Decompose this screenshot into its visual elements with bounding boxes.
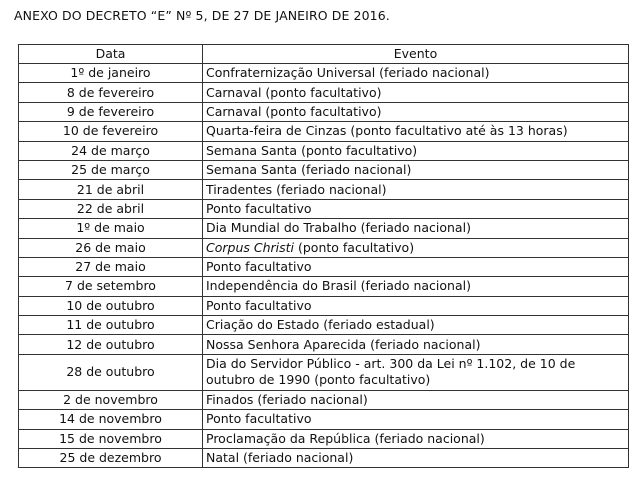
- table-header-row: [19, 45, 629, 64]
- row-date: 10 de outubro: [19, 296, 203, 315]
- table-row: [19, 390, 629, 409]
- row-date: 9 de fevereiro: [19, 102, 203, 121]
- row-event: Independência do Brasil (feriado nacional): [203, 277, 629, 296]
- row-date: 14 de novembro: [19, 410, 203, 429]
- row-date: 22 de abril: [19, 199, 203, 218]
- row-date: 1º de maio: [19, 219, 203, 238]
- row-date: 27 de maio: [19, 257, 203, 276]
- row-event: Dia Mundial do Trabalho (feriado nacional): [203, 219, 629, 238]
- row-event: Proclamação da República (feriado nacional): [203, 429, 629, 448]
- table-row: [19, 316, 629, 335]
- table-row: [19, 354, 629, 390]
- row-event: Nossa Senhora Aparecida (feriado nacional): [203, 335, 629, 354]
- table-row: [19, 410, 629, 429]
- row-event: Semana Santa (feriado nacional): [203, 160, 629, 179]
- row-date: 28 de outubro: [19, 354, 203, 390]
- table-row: [19, 277, 629, 296]
- table-row: [19, 219, 629, 238]
- header-date: Data: [19, 45, 203, 64]
- row-event: Ponto facultativo: [203, 199, 629, 218]
- table-row: [19, 160, 629, 179]
- table-row: [19, 296, 629, 315]
- row-date: 7 de setembro: [19, 277, 203, 296]
- row-event: Natal (feriado nacional): [203, 449, 629, 468]
- row-date: 11 de outubro: [19, 316, 203, 335]
- table-row: [19, 335, 629, 354]
- row-date: 8 de fevereiro: [19, 83, 203, 102]
- table-row: [19, 238, 629, 257]
- row-event: Criação do Estado (feriado estadual): [203, 316, 629, 335]
- header-event: Evento: [203, 45, 629, 64]
- row-event: Confraternização Universal (feriado nacional): [203, 64, 629, 83]
- row-date: 25 de março: [19, 160, 203, 179]
- row-date: 10 de fevereiro: [19, 122, 203, 141]
- table-row: [19, 83, 629, 102]
- row-event: Ponto facultativo: [203, 410, 629, 429]
- table-row: [19, 257, 629, 276]
- table-row: [19, 141, 629, 160]
- row-event: Carnaval (ponto facultativo): [203, 83, 629, 102]
- row-date: 1º de janeiro: [19, 64, 203, 83]
- table-row: [19, 102, 629, 121]
- row-date: 24 de março: [19, 141, 203, 160]
- row-date: 25 de dezembro: [19, 449, 203, 468]
- table-row: [19, 199, 629, 218]
- row-event: Ponto facultativo: [203, 257, 629, 276]
- table-row: [19, 429, 629, 448]
- row-date: 2 de novembro: [19, 390, 203, 409]
- row-event-rest: (ponto facultativo): [294, 239, 415, 255]
- row-date: 21 de abril: [19, 180, 203, 199]
- row-event: Carnaval (ponto facultativo): [203, 102, 629, 121]
- table-row: [19, 122, 629, 141]
- table-row: [19, 449, 629, 468]
- holiday-table: [18, 44, 629, 468]
- row-date: 26 de maio: [19, 238, 203, 257]
- row-event: Finados (feriado nacional): [203, 390, 629, 409]
- row-date: 12 de outubro: [19, 335, 203, 354]
- row-event: Tiradentes (feriado nacional): [203, 180, 629, 199]
- row-event: Semana Santa (ponto facultativo): [203, 141, 629, 160]
- document-title: ANEXO DO DECRETO “E” Nº 5, DE 27 DE JANEIRO DE 2016.: [14, 8, 390, 23]
- table-row: [19, 64, 629, 83]
- row-event-italic: Corpus Christi: [206, 239, 295, 255]
- row-event: Dia do Servidor Público - art. 300 da Lei nº 1.102, de 10 de outubro de 1990 (ponto facultativo): [203, 354, 629, 390]
- row-event: Quarta-feira de Cinzas (ponto facultativo até às 13 horas): [203, 122, 629, 141]
- row-date: 15 de novembro: [19, 429, 203, 448]
- table-row: [19, 180, 629, 199]
- row-event: Ponto facultativo: [203, 296, 629, 315]
- row-event: [203, 238, 629, 257]
